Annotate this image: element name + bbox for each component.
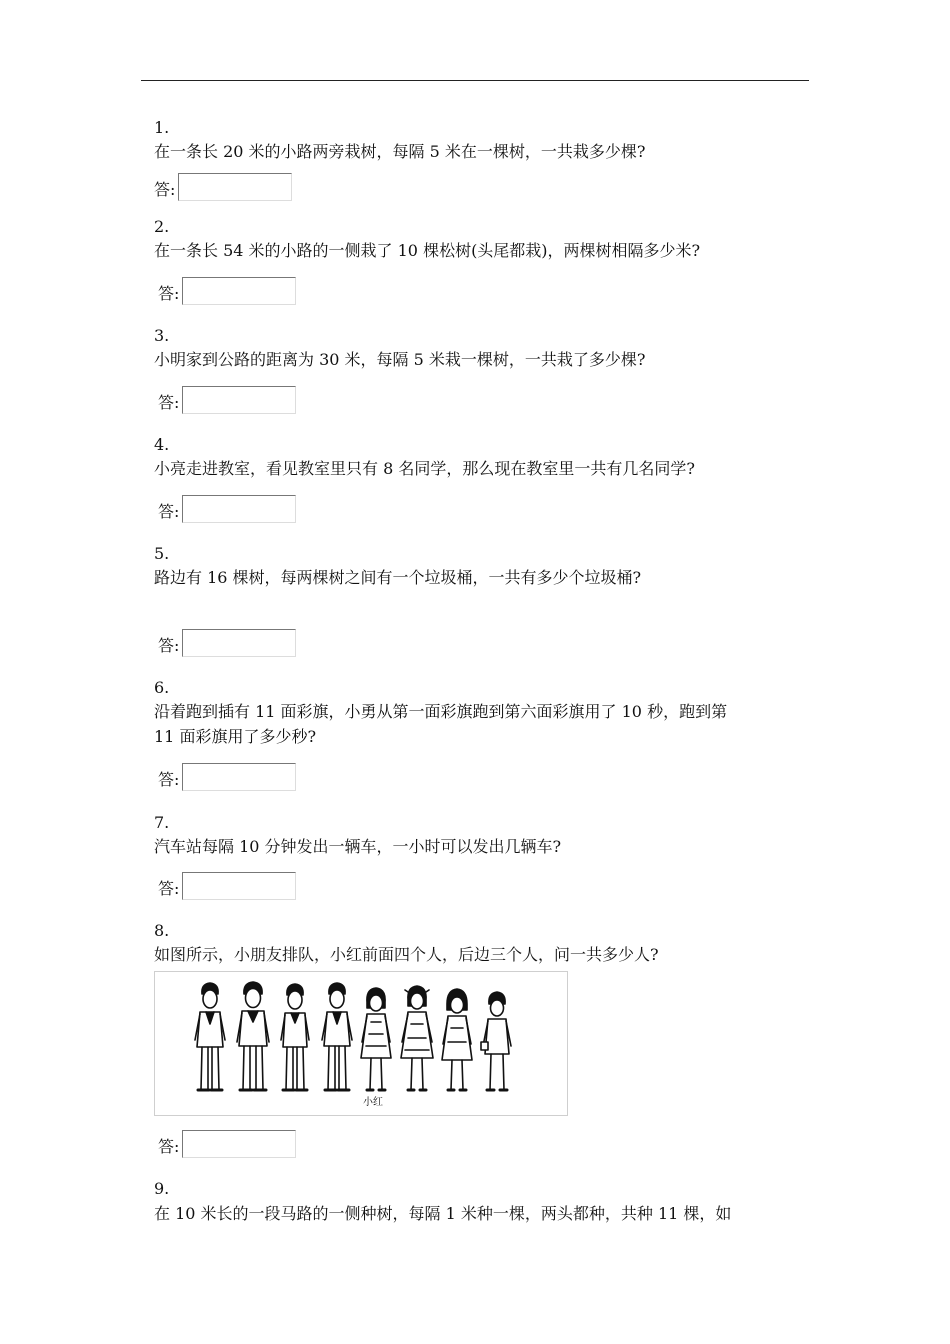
question-9-text: 在 10 米长的一段马路的一侧种树，每隔 1 米种一棵，两头都种，共种 11 棵，如 [154, 1204, 732, 1223]
answer-label: 答: [154, 180, 176, 199]
child-figure-xiaohong [361, 988, 391, 1090]
question-2-number: 2. [154, 217, 170, 236]
question-3-text: 小明家到公路的距离为 30 米，每隔 5 米栽一棵树，一共栽了多少棵? [154, 350, 646, 369]
child-figure-7 [442, 989, 472, 1090]
question-5-number: 5. [154, 544, 170, 563]
question-9-number: 9. [154, 1179, 170, 1198]
question-5-text: 路边有 16 棵树，每两棵树之间有一个垃圾桶，一共有多少个垃圾桶? [154, 568, 642, 587]
answer-4-input[interactable] [182, 495, 296, 523]
answer-7-input[interactable] [182, 872, 296, 900]
question-1-number: 1. [154, 118, 170, 137]
answer-8-input[interactable] [182, 1130, 296, 1158]
child-figure-4 [322, 983, 352, 1090]
answer-label: 答: [158, 1137, 180, 1156]
answer-label: 答: [158, 636, 180, 655]
children-queue-figure [154, 971, 568, 1116]
answer-label: 答: [158, 284, 180, 303]
question-6-text-line-1: 沿着跑到插有 11 面彩旗，小勇从第一面彩旗跑到第六面彩旗用了 10 秒，跑到第 [154, 702, 728, 721]
answer-6-input[interactable] [182, 763, 296, 791]
question-4-text: 小亮走进教室，看见教室里只有 8 名同学，那么现在教室里一共有几名同学? [154, 459, 695, 478]
answer-2-input[interactable] [182, 277, 296, 305]
answer-1-input[interactable] [178, 173, 292, 201]
question-6-text-line-2: 11 面彩旗用了多少秒? [154, 727, 317, 746]
answer-label: 答: [158, 393, 180, 412]
child-figure-3 [281, 984, 309, 1090]
answer-label: 答: [158, 879, 180, 898]
question-1-text: 在一条长 20 米的小路两旁栽树，每隔 5 米在一棵树，一共栽多少棵? [154, 142, 646, 161]
question-7-number: 7. [154, 813, 170, 832]
question-8-number: 8. [154, 921, 170, 940]
question-7-text: 汽车站每隔 10 分钟发出一辆车，一小时可以发出几辆车? [154, 837, 562, 856]
child-figure-6 [401, 986, 433, 1090]
child-figure-8 [481, 992, 511, 1090]
header-rule [141, 80, 809, 81]
question-6-number: 6. [154, 678, 170, 697]
answer-label: 答: [158, 770, 180, 789]
answer-3-input[interactable] [182, 386, 296, 414]
question-3-number: 3. [154, 326, 170, 345]
question-8-text: 如图所示，小朋友排队，小红前面四个人，后边三个人，问一共多少人? [154, 945, 659, 964]
question-4-number: 4. [154, 435, 170, 454]
child-figure-2 [237, 982, 269, 1090]
figure-caption-xiaohong: 小红 [363, 1097, 383, 1108]
child-figure-1 [195, 983, 225, 1090]
question-2-text: 在一条长 54 米的小路的一侧栽了 10 棵松树(头尾都栽)，两棵树相隔多少米? [154, 241, 701, 260]
answer-label: 答: [158, 502, 180, 521]
children-queue-illustration [155, 972, 567, 1115]
answer-5-input[interactable] [182, 629, 296, 657]
